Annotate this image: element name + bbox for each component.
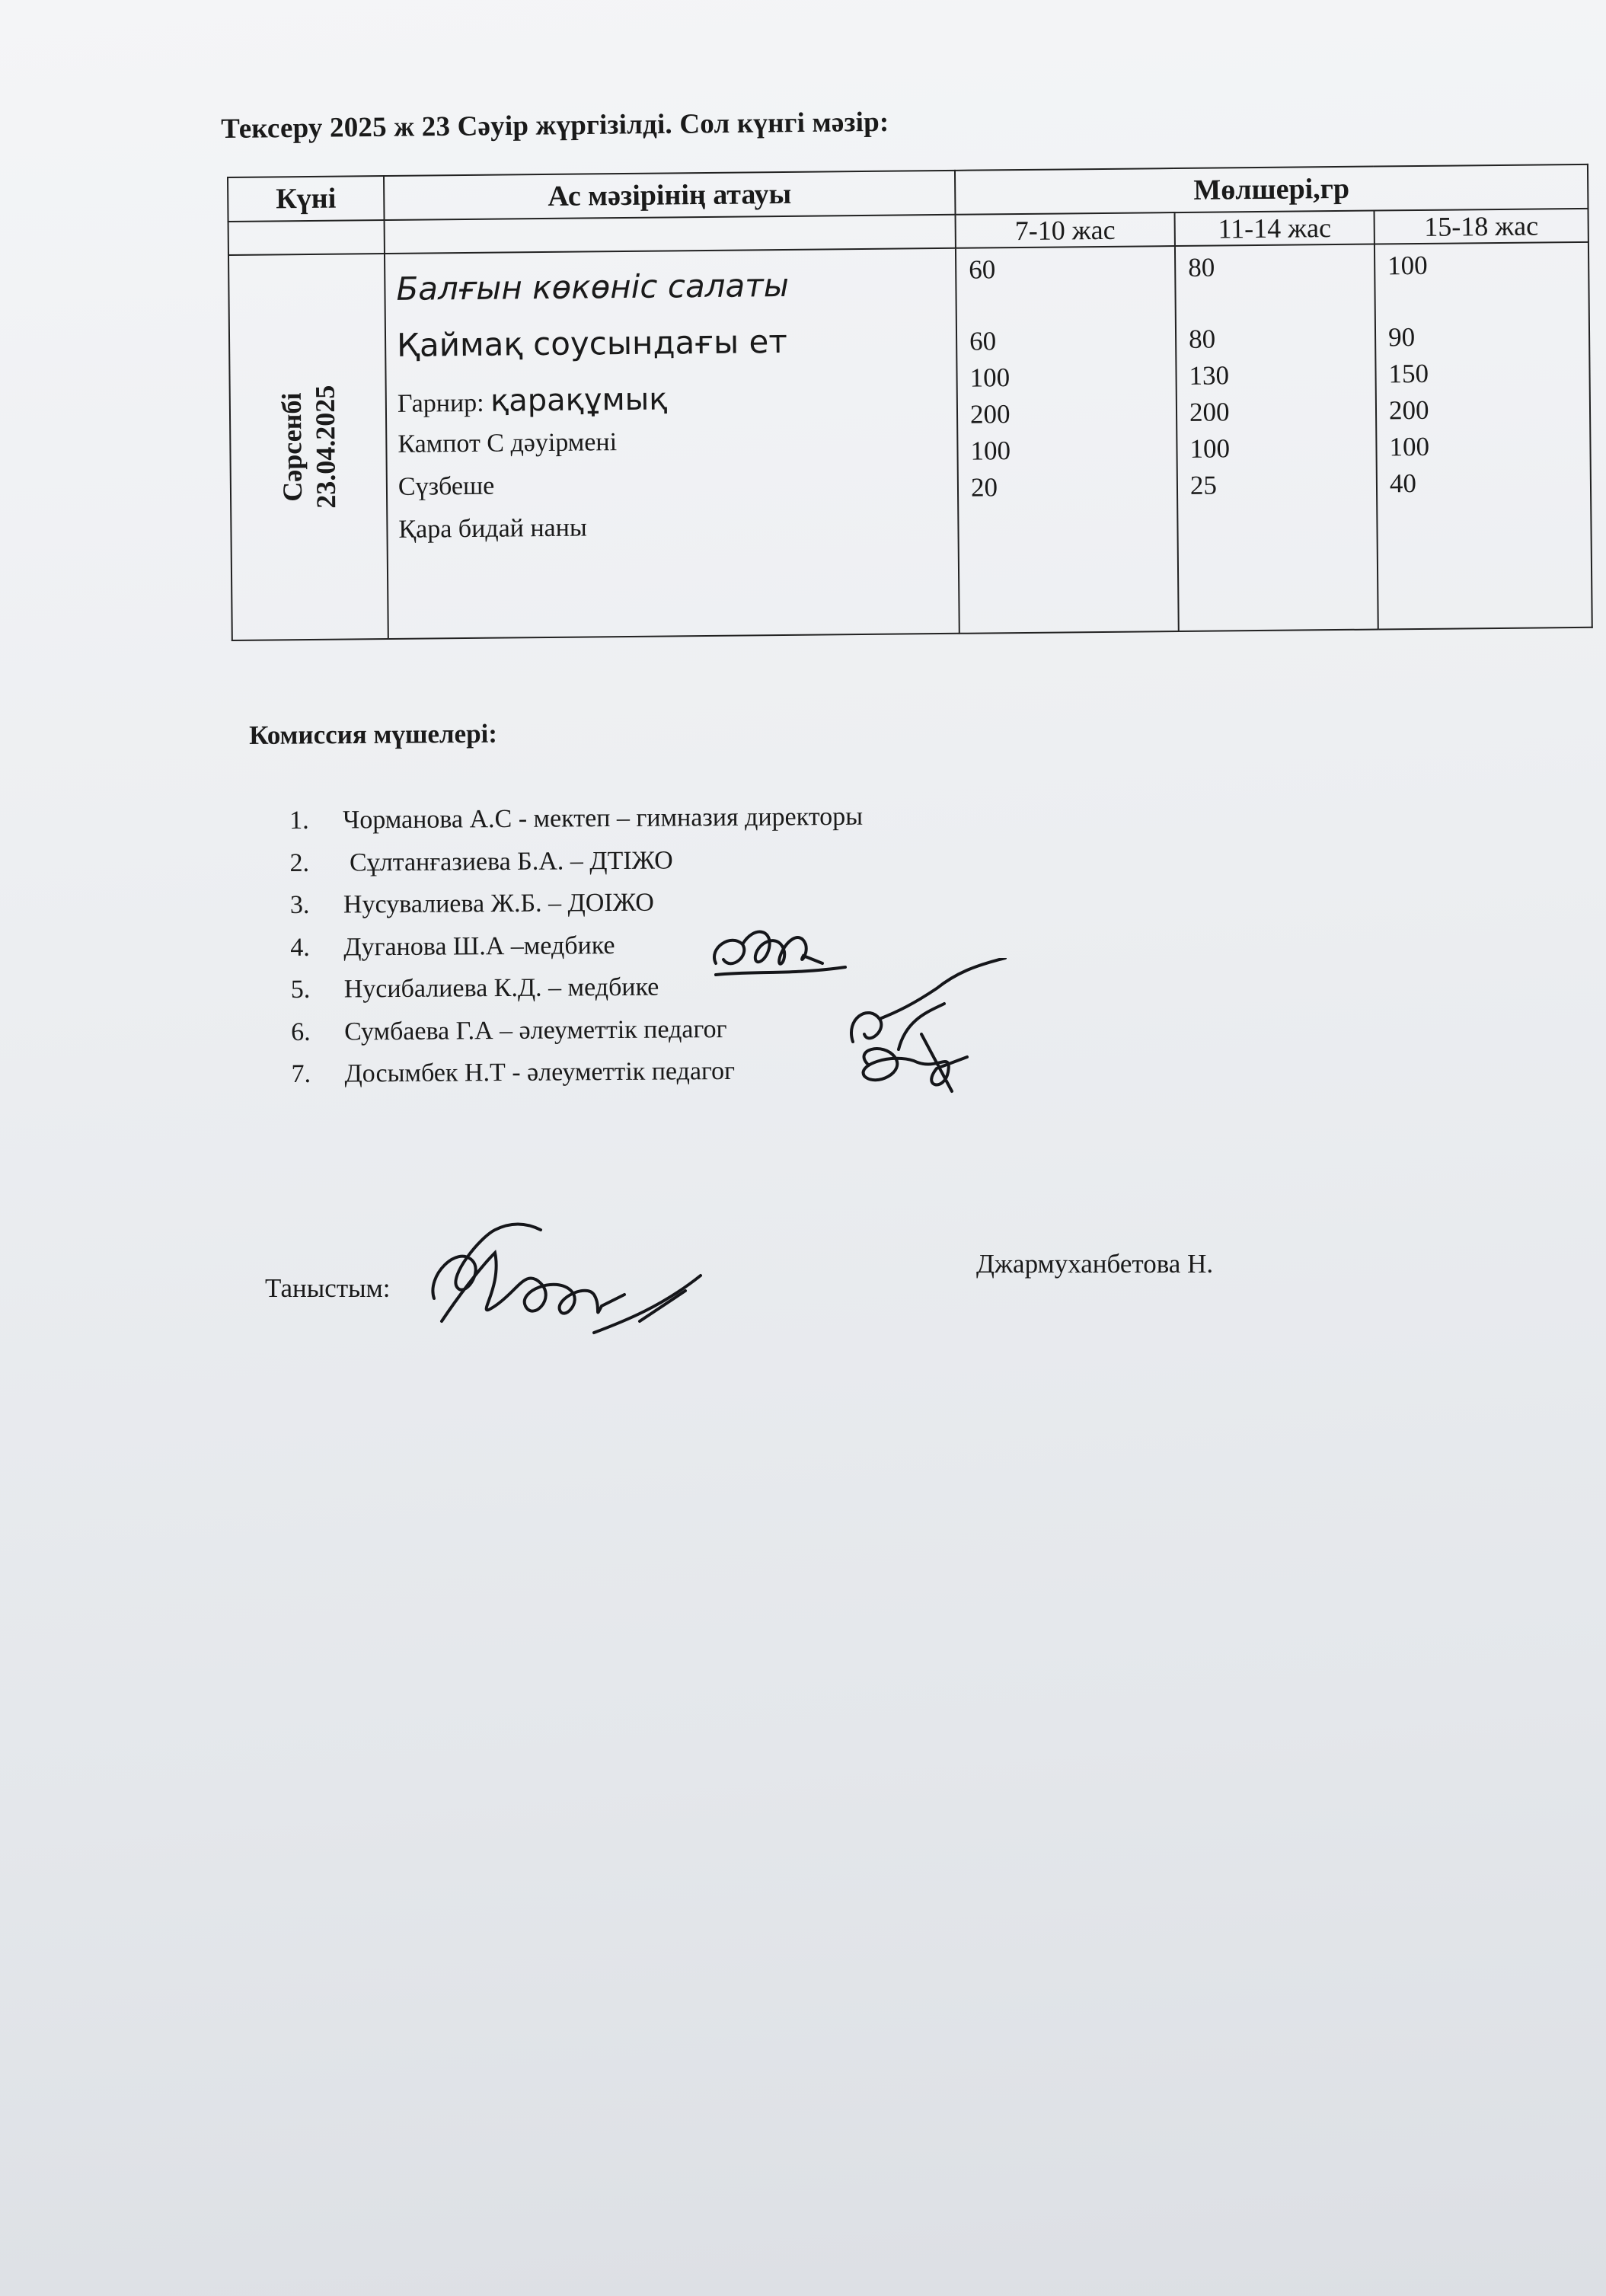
header-age-11-14: 11-14 жас (1175, 211, 1375, 247)
value-cell: 130 (1189, 360, 1230, 391)
value-cell: 90 (1387, 322, 1416, 353)
header-age-7-10: 7-10 жас (956, 212, 1175, 248)
value-cell: 40 (1389, 468, 1417, 499)
menu-item-prefix: Гарнир: (397, 388, 491, 418)
acknowledged-name: Джармуханбетова Н. (976, 1249, 1214, 1279)
value-cell: 150 (1388, 358, 1429, 389)
value-cell: 60 (969, 326, 997, 356)
menu-item: Кампот С дәуірмені (398, 428, 618, 458)
header-day-empty (228, 220, 385, 255)
value-cell: 80 (1188, 252, 1215, 283)
value-spacer (969, 291, 1175, 324)
menu-item-garnish: қарақұмық (490, 382, 668, 419)
value-spacer (1188, 289, 1374, 321)
commission-member: 2. Сұлтанғазиева Б.А. – ДТІЖО (289, 845, 673, 877)
day-label (274, 385, 343, 509)
day-date: 23.04.2025 (309, 385, 341, 509)
page-title: Тексеру 2025 ж 23 Сәуір жүргізілді. Сол күнгі мәзір: (221, 106, 889, 145)
value-cell: 100 (969, 362, 1011, 393)
value-cell: 200 (969, 399, 1011, 430)
value-cell: 200 (1189, 397, 1230, 427)
commission-member: 5. Нусибалиева К.Д. – медбике (290, 972, 659, 1004)
value-cell: 100 (970, 436, 1011, 466)
day-weekday: Сәрсенбі (276, 392, 308, 502)
header-day: Күні (228, 176, 385, 222)
value-cell: 200 (1388, 394, 1429, 426)
value-cell: 20 (970, 472, 998, 503)
menu-item: Қара бидай наны (398, 513, 587, 544)
menu-table (227, 164, 1592, 641)
menu-item: Қаймақ соусындағы ет (396, 322, 788, 364)
signature-acknowledged (411, 1207, 708, 1348)
commission-member: 7. Досымбек Н.Т - әлеуметтік педагог (291, 1056, 736, 1088)
value-cell: 100 (1389, 431, 1430, 462)
values-7-10 (956, 246, 1179, 634)
signature-sumbaeva-dosymbek (822, 958, 1013, 1103)
values-15-18 (1375, 242, 1592, 630)
header-name: Ас мәзірінің атауы (384, 171, 956, 220)
value-spacer (1387, 287, 1588, 320)
value-cell: 60 (969, 254, 996, 285)
commission-member: 1. Чорманова А.С - мектеп – гимназия директоры (289, 802, 864, 835)
value-cell: 25 (1189, 470, 1218, 500)
header-name-empty (385, 215, 956, 254)
value-cell: 80 (1188, 324, 1216, 354)
value-cell: 100 (1189, 433, 1231, 464)
header-amount: Мөлшері,гр (955, 164, 1588, 215)
commission-title: Комиссия мүшелері: (249, 718, 498, 750)
acknowledged-label: Таныстым: (265, 1273, 391, 1303)
commission-member: 6. Сумбаева Г.А – әлеуметтік педагог (291, 1014, 727, 1046)
values-11-14 (1175, 244, 1378, 631)
menu-item (398, 377, 957, 425)
menu-item: Балғын көкөніс салаты (396, 266, 790, 308)
day-cell (228, 254, 388, 640)
menu-items-cell (385, 248, 959, 639)
menu-item: Сүзбеше (398, 471, 495, 501)
commission-member: 4. Дуганова Ш.А –медбике (290, 931, 615, 962)
value-cell: 100 (1387, 250, 1428, 281)
header-age-15-18: 15-18 жас (1374, 209, 1588, 244)
commission-member: 3. Нусувалиева Ж.Б. – ДОІЖО (289, 888, 654, 919)
